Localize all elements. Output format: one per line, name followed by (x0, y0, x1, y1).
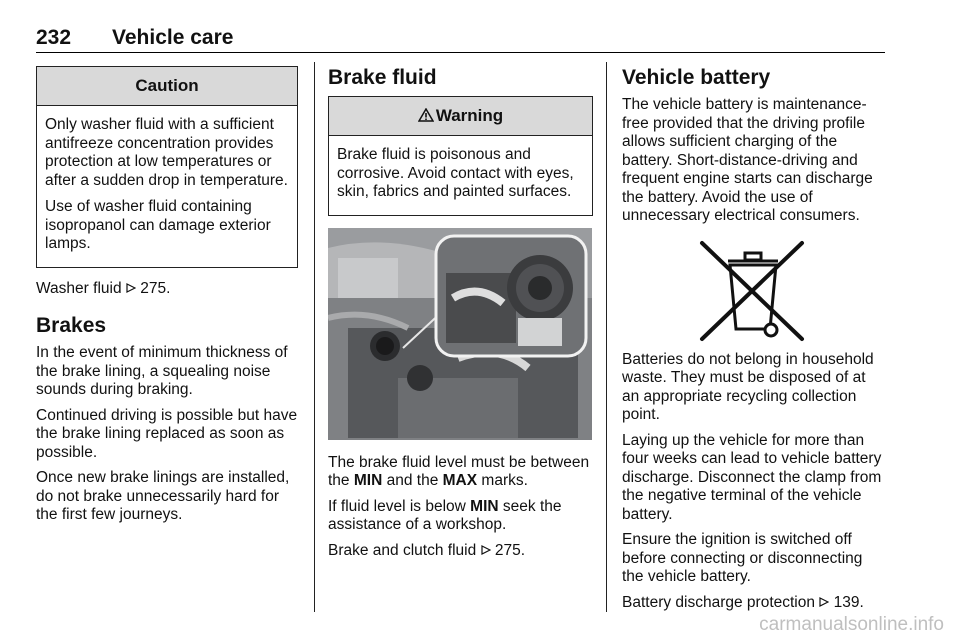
page-header (36, 26, 885, 53)
battery-text-3: Laying up the vehicle for more than four weeks can lead to vehicle battery discharge. Disconnect the clamp from the negative terminal of the vehicle battery. (622, 431, 882, 523)
column-divider (606, 62, 607, 612)
warning-box (328, 96, 593, 216)
warning-title: Warning (329, 97, 592, 136)
brake-fluid-reservoir-image (328, 228, 592, 440)
page-reference-arrow-icon (819, 597, 829, 607)
battery-text-1: The vehicle battery is maintenance-free provided that the driving profile allows sufficient charging of the battery. Short-distance-driving and frequent engine starts can discharge the battery. Avoid the use of unnecessary electrical consumers. (622, 96, 873, 224)
brakes-heading: Brakes (36, 314, 107, 337)
brake-fluid-heading: Brake fluid (328, 66, 437, 89)
warning-text: Brake fluid is poisonous and corrosive. Avoid contact with eyes, skin, fabrics and painted surfaces. (337, 146, 574, 200)
brakes-text-1: In the event of minimum thickness of the brake lining, a squealing noise sounds during braking. (36, 344, 288, 398)
washer-fluid-reference[interactable]: Washer fluid 275. (36, 279, 171, 297)
crossed-out-wheelie-bin-icon (622, 233, 887, 345)
page-number: 232 (36, 26, 72, 49)
warning-triangle-icon (418, 108, 434, 122)
brakes-text-3: Once new brake linings are installed, do not brake unnecessarily hard for the first few journeys. (36, 469, 290, 523)
caution-box (36, 66, 298, 268)
battery-text-4: Ensure the ignition is switched off before connecting or disconnecting the vehicle battery. (622, 531, 863, 585)
section-title: Vehicle care (112, 26, 234, 49)
vehicle-battery-heading: Vehicle battery (622, 66, 771, 89)
brakes-text-2: Continued driving is possible but have the brake lining replaced as soon as possible. (36, 406, 298, 461)
watermark: carmanualsonline.info (759, 614, 944, 635)
column-divider (314, 62, 315, 612)
page-reference-arrow-icon (481, 545, 491, 555)
caution-text-2: Use of washer fluid containing isopropanol can damage exterior lamps. (45, 198, 271, 252)
caution-text-1: Only washer fluid with a sufficient antifreeze concentration provides protection at low temperatures or after a sudden drop in temperature. (45, 116, 288, 189)
battery-text-2: Batteries do not belong in household waste. They must be disposed of at an appropriate recycling collection point. (622, 350, 874, 423)
column-1 (36, 66, 298, 532)
caution-title: Caution (37, 67, 297, 106)
column-3 (622, 66, 887, 619)
brake-clutch-fluid-reference[interactable]: Brake and clutch fluid 275. (328, 541, 525, 559)
battery-discharge-reference[interactable]: Battery discharge protection 139. (622, 593, 864, 611)
fluid-below-min-text: If fluid level is below MIN seek the assistance of a workshop. (328, 497, 562, 533)
fluid-level-text: The brake fluid level must be between the MIN and the MAX marks. (328, 453, 590, 489)
column-2 (328, 66, 593, 567)
page-reference-arrow-icon (126, 283, 136, 293)
